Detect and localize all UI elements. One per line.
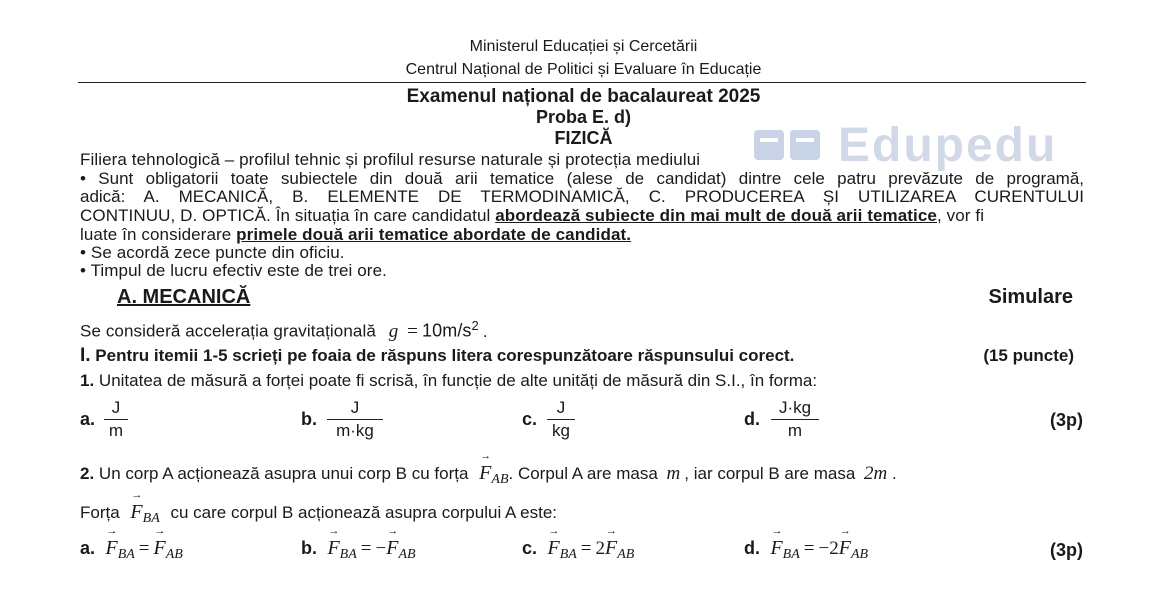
section-title: A. MECANICĂ xyxy=(117,286,251,308)
q1-option-a-label[interactable]: a. xyxy=(80,409,96,429)
q1-option-c-num: J xyxy=(556,398,566,417)
part1-instruction: Pentru itemii 1-5 scrieți pe foaia de răspuns litera corespunzătoare răspunsului corect. xyxy=(95,346,795,365)
q1-option-a-num: J xyxy=(111,398,121,417)
q2-option-c[interactable]: c. → $F_{BA} = 2\to F_{AB}$ xyxy=(522,537,634,560)
q2-text-a: Un corp A acționează asupra unui corp B cu forța xyxy=(98,464,469,483)
q2-option-d[interactable]: d. → $F_{BA} = -2\to F_{AB}$ xyxy=(744,537,868,560)
q2-points: (3p) xyxy=(1050,540,1083,560)
part1-label: I. xyxy=(80,345,91,366)
q1-line xyxy=(80,371,817,391)
q2-option-d-label: d. xyxy=(744,538,760,558)
watermark-text: Edupedu xyxy=(838,119,1058,172)
rules-line-3-c: , vor fi xyxy=(937,206,985,225)
q2-option-a[interactable]: a. → $F_{BA} =\to F_{AB}$ xyxy=(80,537,183,560)
exam-title: Examenul național de bacalaureat 2025 xyxy=(406,86,761,107)
q2-option-b-label: b. xyxy=(301,538,317,558)
header-divider xyxy=(78,82,1086,83)
gravity-unit: m/s xyxy=(442,320,472,341)
q1-option-c-label[interactable]: c. xyxy=(522,409,538,429)
rules-line-4-emphasis: primele două arii tematice abordate de candidat. xyxy=(236,225,632,244)
gravity-text: Se consideră accelerația gravitațională xyxy=(80,321,376,341)
q1-text: Unitatea de măsură a forței poate fi scrisă, în funcție de alte unități de măsură din S.I., în forma: xyxy=(98,371,818,390)
q1-option-c-den: kg xyxy=(552,421,570,440)
q2-text-c: , iar corpul B are masa xyxy=(684,464,856,483)
gravity-exponent: 2 xyxy=(471,318,479,333)
rules-line-4-a: luate în considerare xyxy=(80,225,237,244)
q1-option-c-fraction xyxy=(547,398,575,441)
rules-line-4 xyxy=(80,226,631,244)
center-name: Centrul Național de Politici și Evaluare în Educație xyxy=(405,61,762,78)
q1-option-b-label[interactable]: b. xyxy=(301,409,317,429)
gravity-value: 10 xyxy=(422,320,443,341)
q2-line-2-a: Forța xyxy=(80,503,120,522)
q1-option-a-den: m xyxy=(108,421,124,440)
q2-line-1 xyxy=(80,462,897,485)
q2-force-ba-symbol: F xyxy=(130,501,143,523)
q1-option-d-num: J·kg xyxy=(778,398,812,417)
rules-line-2: adică: A. MECANICĂ, B. ELEMENTE DE TERMODINAMICĂ, C. PRODUCEREA ȘI UTILIZAREA CURENTULUI xyxy=(80,187,1084,206)
q2-mass-a: m xyxy=(666,463,681,484)
q1-option-d-label[interactable]: d. xyxy=(744,409,760,429)
q2-force-ab xyxy=(479,462,508,485)
q1-option-a-fraction xyxy=(104,398,128,441)
q2-option-a-label: a. xyxy=(80,538,96,558)
rules-line-1: • Sunt obligatorii toate subiectele din două arii tematice (alese de candidat) dintre cele patru prevăzute de programă, xyxy=(80,169,1084,188)
q2-force-ab-sub: AB xyxy=(491,472,509,487)
q2-force-ba-sub: BA xyxy=(142,511,160,526)
q2-option-b[interactable]: b. → $F_{BA}$ = −→ $F_{AB}$ xyxy=(301,537,416,560)
q1-option-d-fraction xyxy=(771,398,819,441)
gravity-line xyxy=(80,314,488,344)
q2-force-ba xyxy=(130,501,159,524)
exam-subject: FIZICĂ xyxy=(554,128,613,148)
q2-text-b: . Corpul A are masa xyxy=(508,464,658,483)
bonus-points-line: • Se acordă zece puncte din oficiu. xyxy=(80,243,345,262)
rules-line-3-a: CONTINUU, D. OPTICĂ. În situația în care candidatul xyxy=(80,206,496,225)
part1-instruction-line xyxy=(80,345,794,367)
rules-line-3-emphasis: abordează subiecte din mai mult de două arii tematice xyxy=(495,206,937,225)
q1-points: (3p) xyxy=(1050,410,1083,430)
exam-proba: Proba E. d) xyxy=(535,107,631,127)
q2-line-2 xyxy=(80,501,557,524)
gravity-end: . xyxy=(482,321,488,341)
q2-mass-b: 2m xyxy=(864,463,888,484)
gravity-symbol: g xyxy=(388,320,399,342)
q1-option-b-fraction xyxy=(327,398,383,441)
q1-option-d-den: m xyxy=(787,421,803,440)
part1-points: (15 puncte) xyxy=(983,346,1074,365)
q2-end: . xyxy=(892,464,897,483)
q2-line-2-b: cu care corpul B acționează asupra corpului A este: xyxy=(170,503,557,522)
q2-option-c-label: c. xyxy=(522,538,538,558)
rules-line-3 xyxy=(80,207,1084,225)
time-line: • Timpul de lucru efectiv este de trei ore. xyxy=(80,261,387,280)
q1-option-b-den: m·kg xyxy=(336,421,374,440)
gravity-equals: = xyxy=(407,320,418,342)
ministry-name: Ministerul Educației și Cercetării xyxy=(469,38,698,55)
simulation-tag: Simulare xyxy=(988,286,1073,308)
q1-option-b-num: J xyxy=(350,398,360,417)
q2-number: 2. xyxy=(80,464,95,483)
filiera-line: Filiera tehnologică – profilul tehnic și profilul resurse naturale și protecția mediului xyxy=(80,150,701,169)
q2-force-ab-symbol: F xyxy=(479,462,492,484)
q1-number: 1. xyxy=(80,371,95,390)
